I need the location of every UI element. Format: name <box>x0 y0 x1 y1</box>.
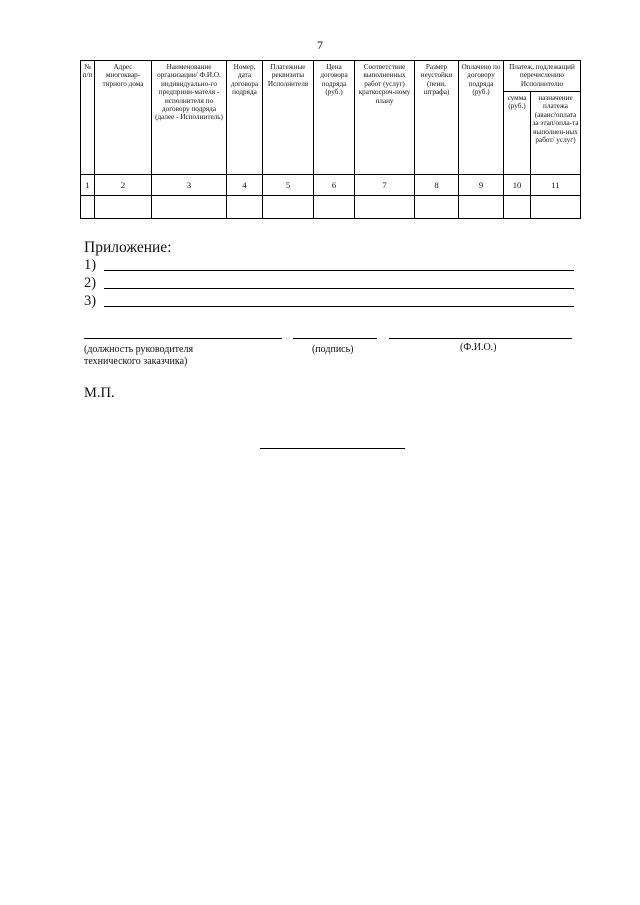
appendix-item[interactable] <box>84 291 574 309</box>
table-cell[interactable] <box>227 196 263 219</box>
appendix-item-number: 2) <box>84 275 97 291</box>
table-cell[interactable] <box>459 196 504 219</box>
column-number: 1 <box>81 175 95 196</box>
table-cell[interactable] <box>263 196 314 219</box>
table-cell[interactable] <box>314 196 355 219</box>
table-cell[interactable] <box>415 196 459 219</box>
header-cell-purpose: назначение платежа (аванс/оплата за этап/опла-та выполнен-ных работ/ услуг) <box>531 92 581 175</box>
header-cell-address: Адрес многоквар-тирного дома <box>95 61 152 175</box>
column-number: 10 <box>504 175 531 196</box>
appendix-title: Приложение: <box>84 239 172 256</box>
header-cell-payment-details: Платежные реквизиты Исполнителя <box>263 61 314 175</box>
table-cell[interactable] <box>95 196 152 219</box>
table-cell[interactable] <box>355 196 415 219</box>
position-label <box>84 344 193 368</box>
header-row <box>81 61 581 92</box>
appendix-item-number: 1) <box>84 257 97 273</box>
header-cell-number: № п/п <box>81 61 95 175</box>
table-cell[interactable] <box>81 196 95 219</box>
column-number: 5 <box>263 175 314 196</box>
header-cell-paid: Оплачено по договору подряда (руб.) <box>459 61 504 175</box>
position-label-line-2: технического заказчика) <box>84 356 188 367</box>
report-table <box>80 60 581 219</box>
column-number: 11 <box>531 175 581 196</box>
appendix-item[interactable] <box>84 255 574 273</box>
column-number: 3 <box>152 175 227 196</box>
table-cell[interactable] <box>504 196 531 219</box>
table-cell[interactable] <box>152 196 227 219</box>
header-cell-contractor: Наименование организации/ Ф.И.О. индивидуально-го предприни-мателя - исполнителя по договору подряда (далее - Исполнитель) <box>152 61 227 175</box>
table-row <box>81 196 581 219</box>
column-number: 6 <box>314 175 355 196</box>
column-number: 9 <box>459 175 504 196</box>
header-cell-contract-price: Цена договора подряда (руб.) <box>314 61 355 175</box>
column-number: 7 <box>355 175 415 196</box>
signature-label: (подпись) <box>312 344 354 355</box>
header-cell-plan-compliance: Соответствие выполненных работ (услуг) краткосроч-ному плану <box>355 61 415 175</box>
appendix-item-number: 3) <box>84 293 97 309</box>
column-number: 2 <box>95 175 152 196</box>
column-number: 8 <box>415 175 459 196</box>
column-number: 4 <box>227 175 263 196</box>
appendix-item-line <box>104 288 574 289</box>
header-cell-amount: сумма (руб.) <box>504 92 531 175</box>
appendix-item-line <box>104 270 574 271</box>
name-signature-line[interactable] <box>389 338 572 339</box>
appendix-item[interactable] <box>84 273 574 291</box>
signature-line[interactable] <box>293 338 377 339</box>
header-cell-contract-number: Номер, дата договора подряда <box>227 61 263 175</box>
appendix-item-line <box>104 306 574 307</box>
header-cell-penalty: Размер неустойки (пени, штрафа) <box>415 61 459 175</box>
column-numbers-row <box>81 175 581 196</box>
name-label: (Ф.И.О.) <box>460 342 497 353</box>
header-cell-payment-group: Платеж, подлежащий перечислению Исполнителю <box>504 61 581 92</box>
end-divider <box>260 448 405 449</box>
position-signature-line[interactable] <box>84 338 282 339</box>
page-number: 7 <box>317 38 323 52</box>
stamp-label: М.П. <box>84 385 115 401</box>
position-label-line-1: (должность руководителя <box>84 344 194 355</box>
table-cell[interactable] <box>531 196 581 219</box>
